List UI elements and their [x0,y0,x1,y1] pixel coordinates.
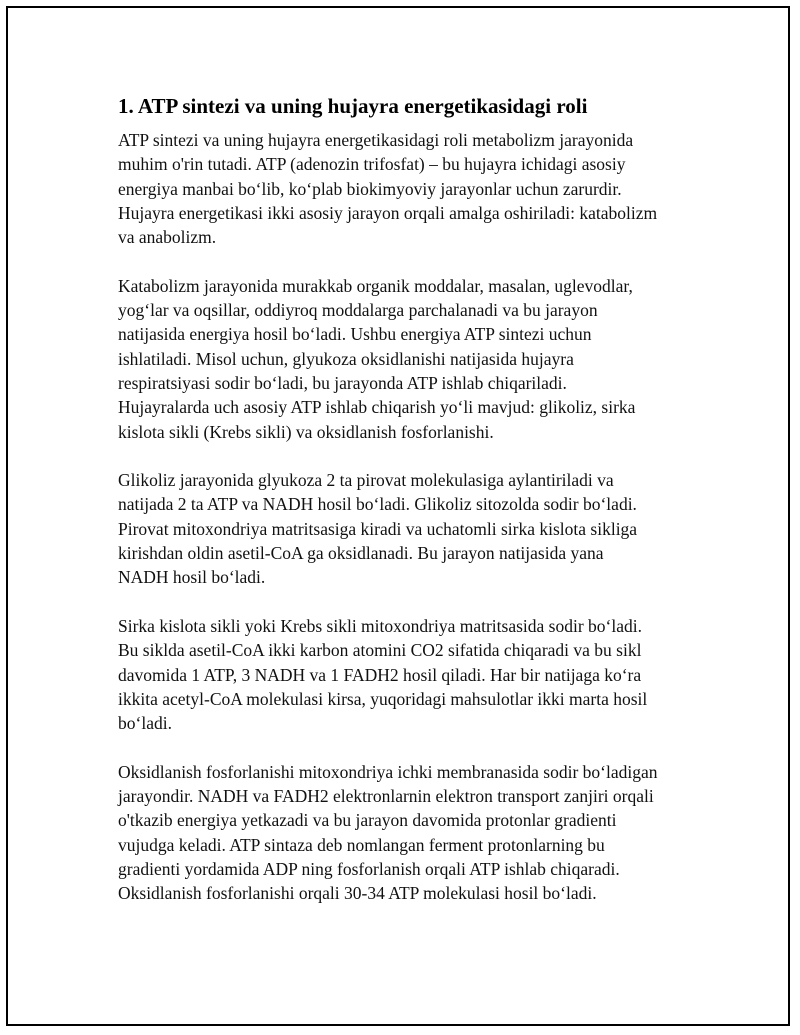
text-line: va anabolizm. [118,227,217,248]
document-title: 1. ATP sintezi va uning hujayra energetikasidagi roli [118,94,588,118]
text-line: kirishdan oldin asetil-CoA ga oksidlanadi. Bu jarayon natijasida yana [118,543,604,564]
text-line: gradienti yordamida ADP ning fosforlanish orqali ATP ishlab chiqaradi. [118,858,620,879]
text-line: NADH hosil bo‘ladi. [118,567,266,588]
text-line: Katabolizm jarayonida murakkab organik moddalar, masalan, uglevodlar, [118,275,633,296]
text-line: vujudga keladi. ATP sintaza deb nomlangan ferment protonlarning bu [118,834,605,855]
paragraph-glycolysis [118,468,698,589]
text-line: natijasida energiya hosil bo‘ladi. Ushbu energiya ATP sintezi uchun [118,324,592,345]
paragraph-oxidative-phosphorylation [118,760,698,906]
text-line: ikkita acetyl-CoA molekulasi kirsa, yuqoridagi mahsulotlar ikki marta hosil [118,688,648,709]
paragraph-catabolism [118,274,698,444]
text-line: Sirka kislota sikli yoki Krebs sikli mitoxondriya matritsasida sodir bo‘ladi. [118,615,642,636]
document-body [118,92,698,930]
text-line: kislota sikli (Krebs sikli) va oksidlanish fosforlanishi. [118,421,494,442]
text-line: Bu siklda asetil-CoA ikki karbon atomini CO2 sifatida chiqaradi va bu sikl [118,640,642,661]
text-line: ATP sintezi va uning hujayra energetikasidagi roli metabolizm jarayonida [118,130,634,150]
text-line: Oksidlanish fosforlanishi orqali 30-34 ATP molekulasi hosil bo‘ladi. [118,883,597,904]
text-line: Glikoliz jarayonida glyukoza 2 ta pirovat molekulasiga aylantiriladi va [118,470,614,491]
text-line: jarayondir. NADH va FADH2 elektronlarnin elektron transport zanjiri orqali [118,786,654,807]
text-line: davomida 1 ATP, 3 NADH va 1 FADH2 hosil qiladi. Har bir natijaga ko‘ra [118,664,642,685]
paragraph-intro [118,128,698,249]
text-line: Pirovat mitoxondriya matritsasiga kiradi va uchatomli sirka kislota sikliga [118,518,638,539]
text-line: o'tkazib energiya yetkazadi va bu jarayon davomida protonlar gradienti [118,810,617,831]
text-line: Hujayra energetikasi ikki asosiy jarayon orqali amalga oshiriladi: katabolizm [118,202,658,223]
text-line: muhim o'rin tutadi. ATP (adenozin trifosfat) – bu hujayra ichidagi asosiy [118,154,626,175]
text-line: Hujayralarda uch asosiy ATP ishlab chiqarish yo‘li mavjud: glikoliz, sirka [118,397,636,418]
text-line: respiratsiyasi sodir bo‘ladi, bu jarayonda ATP ishlab chiqariladi. [118,372,567,393]
text-line: energiya manbai bo‘lib, ko‘plab biokimyoviy jarayonlar uchun zarurdir. [118,178,622,199]
paragraph-krebs-cycle [118,614,698,735]
text-line: ishlatiladi. Misol uchun, glyukoza oksidlanishi natijasida hujayra [118,348,574,369]
text-line: bo‘ladi. [118,713,172,734]
text-line: natijada 2 ta ATP va NADH hosil bo‘ladi. Glikoliz sitozolda sodir bo‘ladi. [118,494,637,515]
text-line: yog‘lar va oqsillar, oddiyroq moddalarga parchalanadi va bu jarayon [118,300,598,321]
text-line: Oksidlanish fosforlanishi mitoxondriya ichki membranasida sodir bo‘ladigan [118,761,658,782]
